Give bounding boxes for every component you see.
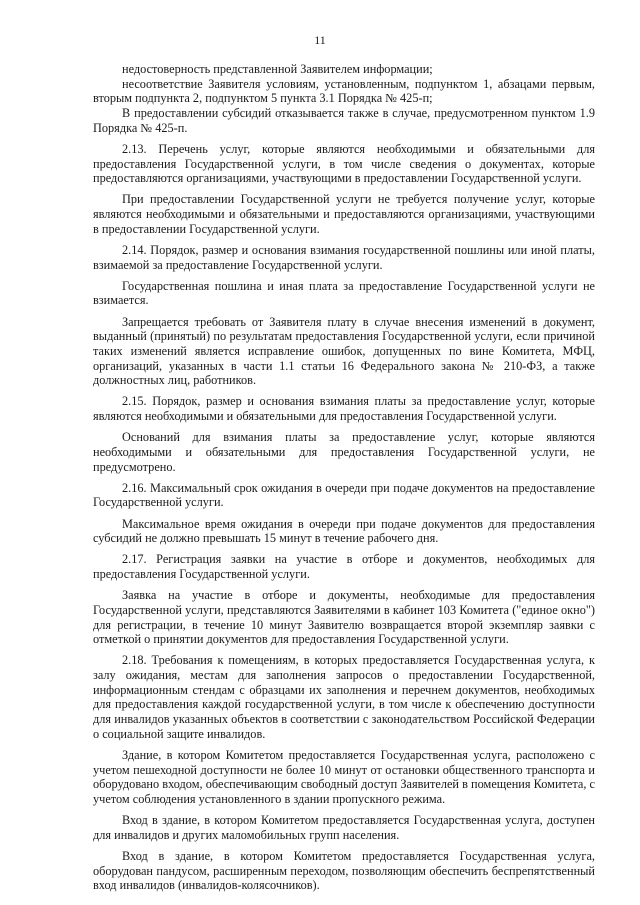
section-heading-2-18: 2.18. Требования к помещениям, в которых предоставляется Государственная услуга, к залу ожидания, местам для заполнения запросов о предоставлении Государственной, информационным стендам с образцами их заполнения и перечнем документов, необходимых для предоставления каждой государственной услуги, в том числе к обеспечению доступности для инвалидов указанных объектов в соответствии с законодательством Российской Федерации о социальной защите инвалидов. — [93, 653, 595, 741]
paragraph: Вход в здание, в котором Комитетом предоставляется Государственная услуга, доступен для инвалидов и других маломобильных групп населения. — [93, 813, 595, 842]
document-body — [93, 62, 595, 893]
paragraph: В предоставлении субсидий отказывается также в случае, предусмотренном пунктом 1.9 Порядка № 425-п. — [93, 106, 595, 135]
section-heading-2-15: 2.15. Порядок, размер и основания взимания платы за предоставление услуг, которые являются необходимыми и обязательными для предоставления Государственной услуги. — [93, 394, 595, 424]
paragraph: Здание, в котором Комитетом предоставляется Государственная услуга, расположено с учетом пешеходной доступности не более 10 минут от остановки общественного транспорта и оборудовано входом, обеспечивающим свободный доступ Заявителей в помещения Комитета, с учетом соблюдения установленного в здании пропускного режима. — [93, 747, 595, 807]
paragraph: Вход в здание, в котором Комитетом предоставляется Государственная услуга, оборудован пандусом, расширенным переходом, позволяющим обеспечить беспрепятственный вход инвалидов (инвалидов-колясочников). — [93, 848, 595, 893]
section-heading-2-16: 2.16. Максимальный срок ожидания в очереди при подаче документов на предоставление Государственной услуги. — [93, 480, 595, 510]
paragraph: Государственная пошлина и иная плата за предоставление Государственной услуги не взимается. — [93, 278, 595, 308]
section-heading-2-17: 2.17. Регистрация заявки на участие в отборе и документов, необходимых для предоставления Государственной услуги. — [93, 552, 595, 581]
paragraph: Максимальное время ожидания в очереди при подаче документов для предоставления субсидий не должно превышать 15 минут в течение рабочего дня. — [93, 516, 595, 546]
section-heading-2-14: 2.14. Порядок, размер и основания взимания государственной пошлины или иной платы, взимаемой за предоставление Государственной услуги. — [93, 242, 595, 272]
section-heading-2-13: 2.13. Перечень услуг, которые являются необходимыми и обязательными для предоставления Государственной услуги, в том числе сведения о документах, которые предоставляются организациями, участвующими в предоставлении Государственной услуги. — [93, 141, 595, 186]
page-number: 11 — [314, 33, 326, 47]
paragraph: несоответствие Заявителя условиям, установленным, подпунктом 1, абзацами первым, вторым подпункта 2, подпунктом 5 пункта 3.1 Порядка № 425-п; — [93, 76, 595, 106]
paragraph: Запрещается требовать от Заявителя плату в случае внесения изменений в документ, выданный (принятый) по результатам предоставления Государственной услуги, если причиной таких изменений является исправление ошибок, допущенных по вине Комитета, МФЦ, организаций, указанных в части 1.1 статьи 16 Федерального закона № 210-ФЗ, а также должностных лиц, работников. — [93, 314, 595, 388]
paragraph: Заявка на участие в отборе и документы, необходимые для предоставления Государственной услуги, представляются Заявителями в кабинет 103 Комитета ("единое окно") для регистрации, в течение 10 минут Заявителю возвращается второй экземпляр заявки с отметкой о принятии документов для предоставления Государственной услуги. — [93, 588, 595, 647]
paragraph: При предоставлении Государственной услуги не требуется получение услуг, которые являются необходимыми и обязательными и предоставляются организациями, участвующими в предоставлении Государственной услуги. — [93, 192, 595, 236]
paragraph: недостоверность представленной Заявителем информации; — [122, 62, 433, 76]
paragraph: Оснований для взимания платы за предоставление услуг, которые являются необходимыми и обязательными для предоставления Государственной услуги, не предусмотрено. — [93, 430, 595, 474]
